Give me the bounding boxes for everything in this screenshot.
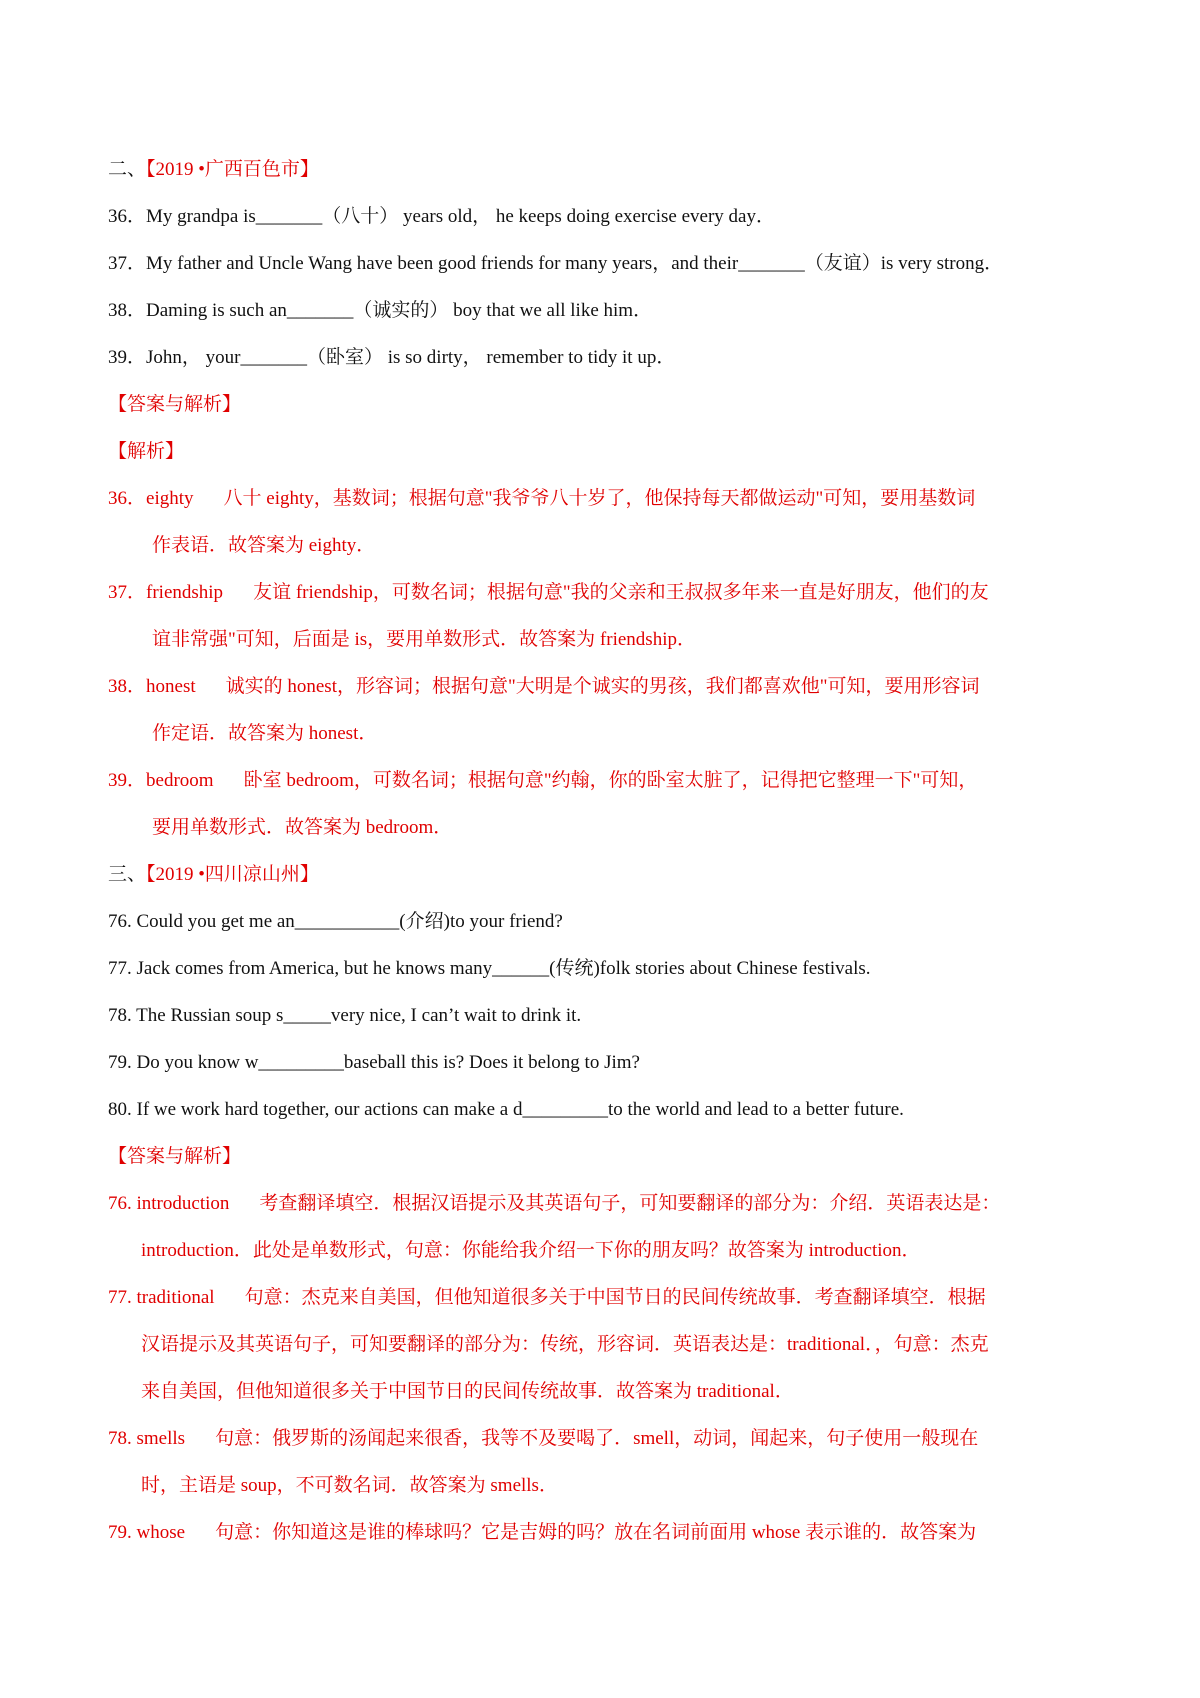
answer-text: 考查翻译填空．根据汉语提示及其英语句子，可知要翻译的部分为：介绍．英语表达是： [259, 1193, 1001, 1214]
analysis-label: 【解析】 [108, 441, 185, 462]
answer-text-cont: 时，主语是 soup，不可数名词．故答案为 smells． [141, 1475, 558, 1496]
answer-text: 友谊 friendship，可数名词；根据句意"我的父亲和王叔叔多年来一直是好朋友，他们的友 [253, 582, 989, 603]
answer-text: 诚实的 honest，形容词；根据句意"大明是个诚实的男孩，我们都喜欢他"可知，要用形容词 [225, 676, 980, 697]
answer-label: 【答案与解析】 [108, 1146, 242, 1167]
answer-number: 79. [108, 1522, 132, 1543]
question-39: 39．John， your_______（卧室） is so dirty， remember to tidy it up． [108, 347, 676, 368]
answer-word: introduction [136, 1193, 230, 1214]
answer-37 [108, 569, 1100, 663]
answer-text-cont: 作定语．故答案为 honest． [152, 723, 378, 744]
answer-text: 句意：俄罗斯的汤闻起来很香，我等不及要喝了．smell，动词，闻起来，句子使用一般现在 [215, 1428, 979, 1449]
section-source: 【2019 •四川凉山州】 [146, 864, 319, 885]
answer-text-cont: 作表语．故答案为 eighty． [152, 535, 376, 556]
answer-word: bedroom [146, 770, 214, 791]
answer-number: 77. [108, 1287, 132, 1308]
answer-word: traditional [136, 1287, 215, 1308]
question-78: 78. The Russian soup s_____very nice, I can’t wait to drink it. [108, 1005, 582, 1026]
answer-text: 卧室 bedroom，可数名词；根据句意"约翰，你的卧室太脏了，记得把它整理一下"可知， [243, 770, 978, 791]
question-76: 76. Could you get me an___________(介绍)to your friend? [108, 911, 563, 932]
answer-word: smells [136, 1428, 186, 1449]
answer-77 [108, 1274, 1100, 1415]
section-number: 二、 [108, 159, 147, 180]
section-heading [108, 146, 1100, 193]
answer-text: 句意：你知道这是谁的棒球吗？它是吉姆的吗？放在名词前面用 whose 表示谁的．故答案为 [215, 1522, 977, 1543]
section-source: 【2019 •广西百色市】 [146, 159, 319, 180]
answer-number: 36． [108, 488, 147, 509]
question-37: 37．My father and Uncle Wang have been good friends for many years，and their_______（友谊）is very strong． [108, 253, 1004, 274]
answer-38 [108, 663, 1100, 757]
answer-number: 39． [108, 770, 147, 791]
answer-text: 八十 eighty，基数词；根据句意"我爷爷八十岁了，他保持每天都做运动"可知，要用基数词 [223, 488, 976, 509]
answer-number: 78. [108, 1428, 132, 1449]
answer-number: 76. [108, 1193, 132, 1214]
answer-79 [108, 1509, 1100, 1556]
section-heading [108, 851, 1100, 898]
question-77: 77. Jack comes from America, but he knows many______(传统)folk stories about Chinese festivals. [108, 958, 871, 979]
answer-text-cont: 来自美国，但他知道很多关于中国节日的民间传统故事．故答案为 traditional． [141, 1381, 794, 1402]
answer-text-cont: 汉语提示及其英语句子，可知要翻译的部分为：传统，形容词．英语表达是：traditional．，句意：杰克 [141, 1334, 989, 1355]
answer-word: honest [146, 676, 196, 697]
answer-number: 38． [108, 676, 147, 697]
answer-78 [108, 1415, 1100, 1509]
question-80: 80. If we work hard together, our actions can make a d_________to the world and lead to a better future. [108, 1099, 904, 1120]
answer-36 [108, 475, 1100, 569]
answer-76 [108, 1180, 1100, 1274]
answer-word: whose [136, 1522, 186, 1543]
question-38: 38．Daming is such an_______（诚实的） boy that we all like him． [108, 300, 653, 321]
answer-word: eighty [146, 488, 194, 509]
answer-text-cont: introduction．此处是单数形式，句意：你能给我介绍一下你的朋友吗？故答案为 introduction． [141, 1240, 921, 1261]
answer-number: 37． [108, 582, 147, 603]
answer-label: 【答案与解析】 [108, 394, 242, 415]
answer-39 [108, 757, 1100, 851]
answer-text-cont: 谊非常强"可知，后面是 is，要用单数形式．故答案为 friendship． [152, 629, 696, 650]
answer-text-cont: 要用单数形式．故答案为 bedroom． [152, 817, 453, 838]
question-79: 79. Do you know w_________baseball this is? Does it belong to Jim? [108, 1052, 640, 1073]
question-36: 36．My grandpa is_______（八十） years old， he keeps doing exercise every day． [108, 206, 775, 227]
section-number: 三、 [108, 864, 147, 885]
answer-word: friendship [146, 582, 224, 603]
answer-text: 句意：杰克来自美国，但他知道很多关于中国节日的民间传统故事．考查翻译填空．根据 [244, 1287, 986, 1308]
